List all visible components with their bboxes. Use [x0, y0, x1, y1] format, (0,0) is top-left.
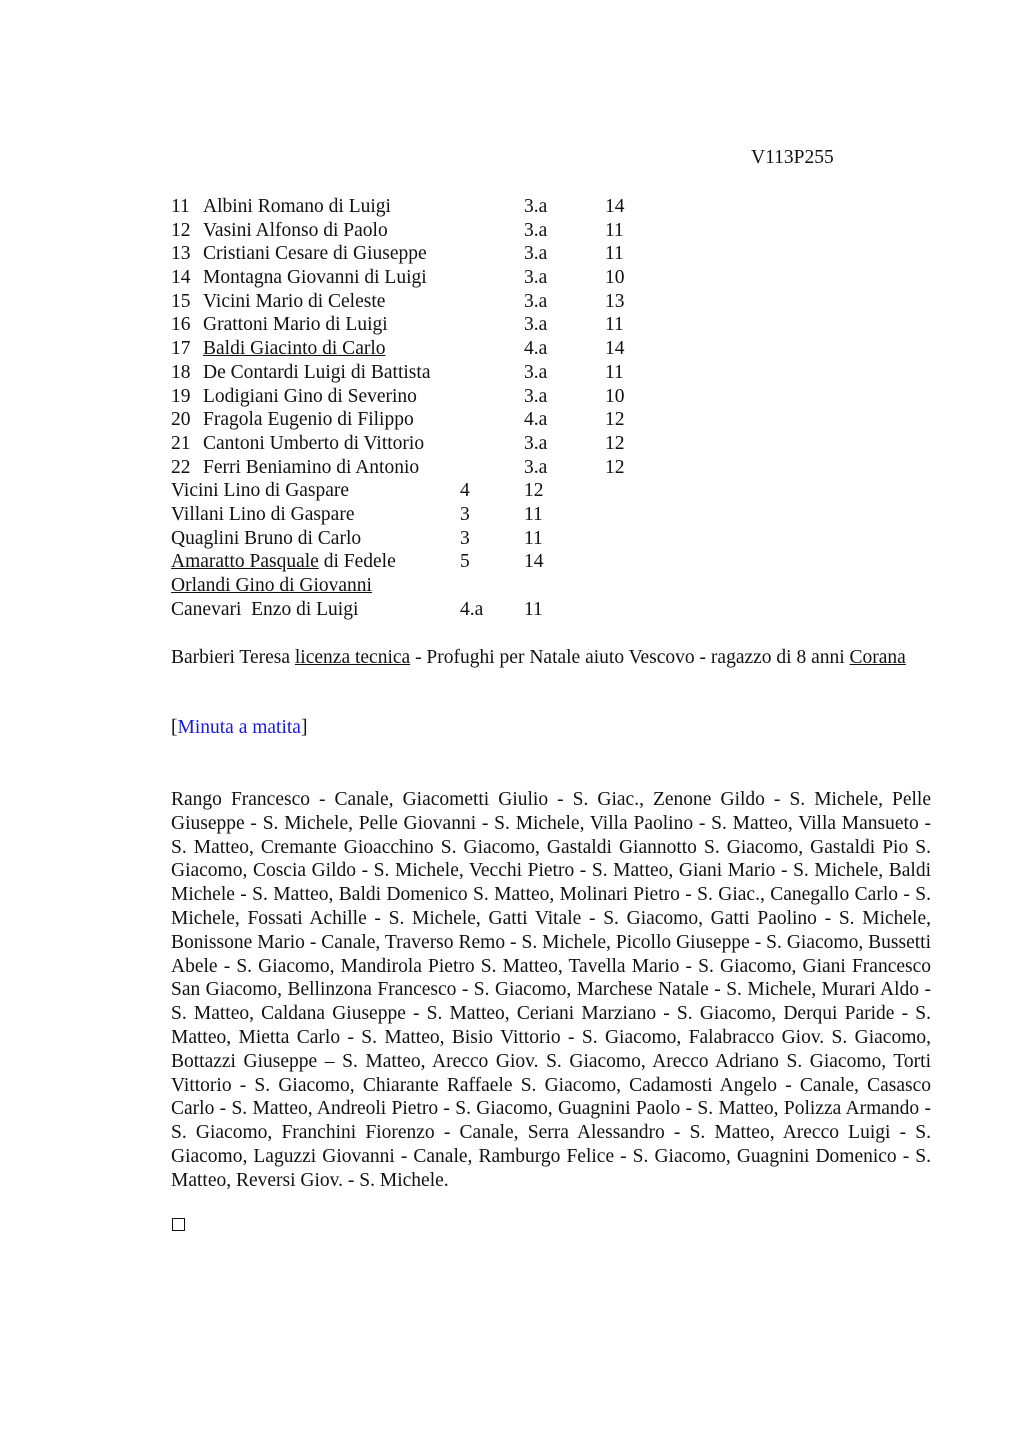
student-class: 3.a [524, 432, 548, 454]
student-name: Quaglini Bruno di Carlo [171, 527, 362, 549]
student-age: 12 [605, 456, 625, 478]
table-row [171, 432, 691, 456]
table-row [171, 242, 691, 266]
student-class: 3.a [524, 314, 548, 336]
student-name: Amaratto Pasquale di Fedele [171, 551, 396, 573]
row-number: 20 [171, 409, 191, 431]
table-row [171, 266, 691, 290]
student-name: De Contardi Luigi di Battista [203, 361, 431, 383]
note-underlined: licenza tecnica [294, 647, 411, 668]
student-age: 14 [605, 338, 625, 360]
table-row [171, 337, 691, 361]
student-class: 3 [460, 503, 470, 525]
student-name: Villani Lino di Gaspare [171, 503, 355, 525]
student-name: Albini Romano di Luigi [203, 196, 391, 217]
student-class: 3.a [524, 290, 548, 312]
student-age: 11 [524, 503, 543, 525]
student-class: 3.a [524, 219, 548, 241]
student-age: 13 [605, 290, 625, 312]
table-row [171, 290, 691, 314]
table-row [171, 574, 691, 598]
student-class: 3 [460, 527, 470, 549]
table-row [171, 408, 691, 432]
student-class: 4.a [524, 409, 548, 431]
student-age: 11 [605, 314, 624, 336]
student-name: Baldi Giacinto di Carlo [203, 338, 386, 360]
student-class: 3.a [524, 243, 548, 265]
student-name: Cristiani Cesare di Giuseppe [203, 243, 427, 265]
row-number: 18 [171, 361, 191, 383]
note-suffix: - Profughi per Natale aiuto Vescovo - ragazzo di 8 anni [410, 647, 850, 668]
student-age: 11 [524, 598, 543, 620]
table-row [171, 195, 691, 219]
student-name: Ferri Beniamino di Antonio [203, 456, 420, 478]
student-class: 4.a [524, 338, 548, 360]
row-number: 15 [171, 290, 191, 312]
page-identifier: V113P255 [751, 147, 834, 168]
table-row [171, 598, 691, 622]
row-number: 19 [171, 385, 191, 407]
table-row [171, 361, 691, 385]
student-name: Vicini Mario di Celeste [203, 290, 386, 312]
student-name: Orlandi Gino di Giovanni [171, 575, 372, 596]
student-name: Cantoni Umberto di Vittorio [203, 432, 425, 454]
note-prefix: Barbieri Teresa [171, 647, 295, 668]
student-class: 3.a [524, 456, 548, 478]
bracket-open: [ [171, 717, 178, 738]
student-name: Grattoni Mario di Luigi [203, 314, 388, 336]
student-class: 4 [460, 480, 470, 502]
student-class: 3.a [524, 361, 548, 383]
student-class: 4.a [460, 598, 484, 620]
row-number: 12 [171, 219, 191, 241]
table-row [171, 527, 691, 551]
row-number: 21 [171, 432, 191, 454]
table-row [171, 550, 691, 574]
bracket-close: ] [300, 717, 308, 738]
table-row [171, 219, 691, 243]
minuta-label [171, 716, 307, 740]
student-name: Vasini Alfonso di Paolo [203, 219, 388, 241]
student-age: 11 [524, 527, 543, 549]
student-name: Fragola Eugenio di Filippo [203, 409, 414, 431]
student-age: 12 [524, 480, 544, 502]
row-number: 13 [171, 243, 191, 265]
row-number: 14 [171, 267, 191, 289]
table-row [171, 313, 691, 337]
student-age: 12 [605, 432, 625, 454]
student-name: Lodigiani Gino di Severino [203, 385, 417, 407]
row-number: 17 [171, 338, 191, 360]
student-name: Canevari Enzo di Luigi [171, 598, 359, 620]
table-row [171, 479, 691, 503]
student-name: Vicini Lino di Gaspare [171, 480, 350, 502]
names-paragraph: Rango Francesco - Canale, Giacometti Giulio - S. Giac., Zenone Gildo - S. Michele, Pelle Giuseppe - S. Michele, Pelle Giovanni - S. Michele, Villa Paolino - S. Matteo, Villa Mansueto - S. Matteo, Cremante Gioacchino S. Giacomo, Gastaldi Giannotto S. Giacomo, Gastaldi Pio S. Giacomo, Coscia Gildo - S. Michele, Vecchi Pietro - S. Matteo, Giani Mario - S. Michele, Baldi Michele - S. Matteo, Baldi Domenico S. Matteo, Molinari Pietro - S. Giac., Canegallo Carlo - S. Michele, Fossati Achille - S. Michele, Gatti Vitale - S. Giacomo, Gatti Paolino - S. Michele, Bonissone Mario - Canale, Traverso Remo - S. Michele, Picollo Giuseppe - S. Giacomo, Bussetti Abele - S. Giacomo, Mandirola Pietro S. Matteo, Tavella Mario - S. Giacomo, Giani Francesco San Giacomo, Bellinzona Francesco - S. Giacomo, Marchese Natale - S. Michele, Murari Aldo - S. Matteo, Caldana Giuseppe - S. Matteo, Ceriani Marziano - S. Giacomo, Derqui Paride - S. Matteo, Mietta Carlo - S. Matteo, Bisio Vittorio - S. Giacomo, Falabracco Giov. S. Giacomo, Bottazzi Giuseppe – S. Matteo, Arecco Giov. S. Giacomo, Arecco Adriano S. Giacomo, Torti Vittorio - S. Giacomo, Chiarante Raffaele S. Giacomo, Cadamosti Angelo - Canale, Casasco Carlo - S. Matteo, Andreoli Pietro - S. Giacomo, Guagnini Paolo - S. Matteo, Polizza Armando - S. Giacomo, Franchini Fiorenzo - Canale, Serra Alessandro - S. Matteo, Arecco Luigi - S. Giacomo, Laguzzi Giovanni - Canale, Ramburgo Felice - S. Giacomo, Guagnini Domenico - S. Matteo, Reversi Giov. - S. Michele. [171, 789, 931, 1191]
empty-square-icon [172, 1218, 185, 1231]
row-number: 11 [171, 196, 190, 217]
student-age: 12 [605, 409, 625, 431]
note-paragraph [171, 646, 931, 670]
table-row [171, 385, 691, 409]
student-name: Montagna Giovanni di Luigi [203, 267, 427, 289]
table-row [171, 456, 691, 480]
student-age: 14 [605, 196, 625, 217]
student-age: 11 [605, 361, 624, 383]
student-class: 5 [460, 551, 470, 573]
student-class: 3.a [524, 196, 548, 217]
student-class: 3.a [524, 385, 548, 407]
student-age: 11 [605, 243, 624, 265]
student-age: 10 [605, 267, 625, 289]
student-age: 10 [605, 385, 625, 407]
student-class: 3.a [524, 267, 548, 289]
student-list [171, 195, 691, 621]
table-row [171, 503, 691, 527]
row-number: 22 [171, 456, 191, 478]
minuta-link[interactable]: Minuta a matita [177, 717, 301, 738]
note-place: Corana [849, 647, 906, 668]
student-age: 14 [524, 551, 544, 573]
student-age: 11 [605, 219, 624, 241]
row-number: 16 [171, 314, 191, 336]
